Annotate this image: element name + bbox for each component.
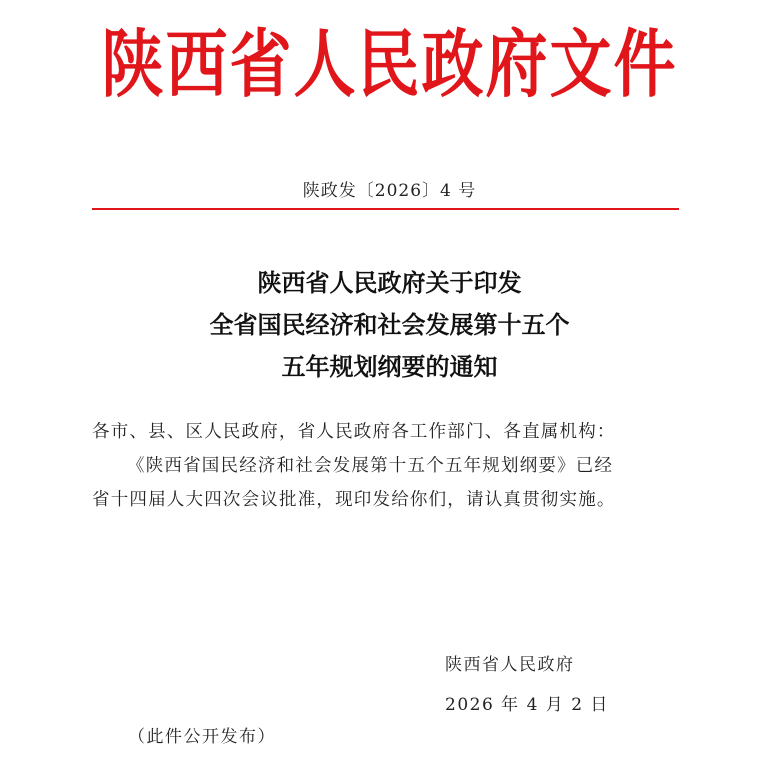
body-paragraph-line-2: 省十四届人大四次会议批准，现印发给你们，请认真贯彻实施。: [92, 490, 616, 510]
notice-title-line-2: 全省国民经济和社会发展第十五个: [209, 310, 570, 339]
document-number: 陕政发〔2026〕4 号: [302, 181, 477, 201]
notice-title-line-1: 陕西省人民政府关于印发: [257, 268, 522, 297]
notice-title: [0, 262, 779, 388]
issuer-name: 陕西省人民政府: [445, 655, 575, 675]
notice-body: [92, 415, 682, 517]
signature-block: [445, 645, 609, 725]
notice-title-line-3: 五年规划纲要的通知: [281, 352, 498, 381]
publication-note: （此件公开发布）: [128, 727, 276, 747]
addressee-line: 各市、县、区人民政府，省人民政府各工作部门、各直属机构：: [92, 422, 616, 442]
body-paragraph-line-1: 《陕西省国民经济和社会发展第十五个五年规划纲要》已经: [127, 456, 614, 476]
issue-date: 2026 年 4 月 2 日: [445, 695, 609, 715]
red-divider-line: [92, 208, 679, 210]
masthead-title: 陕西省人民政府文件: [101, 20, 678, 107]
